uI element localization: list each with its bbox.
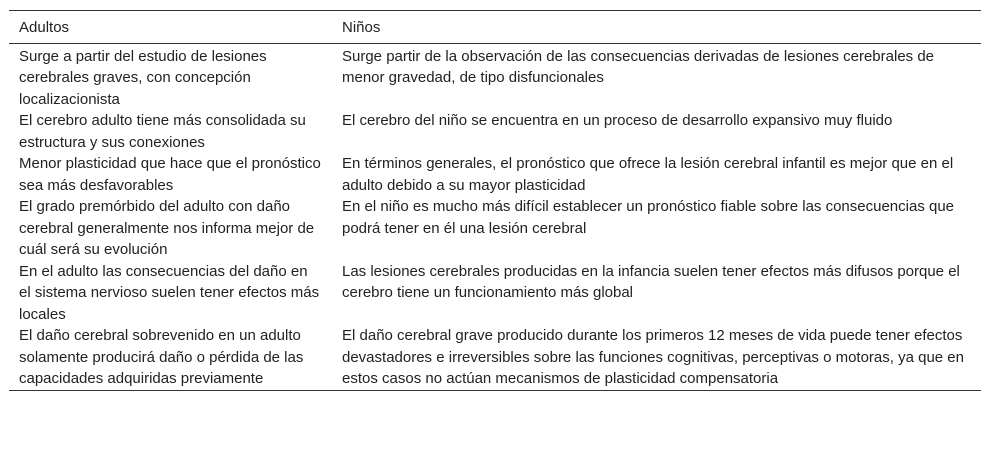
cell-ninos: El cerebro del niño se encuentra en un proceso de desarrollo expansivo muy fluido: [342, 112, 893, 129]
table-row: [9, 110, 981, 153]
table-row: [9, 325, 981, 390]
cell-ninos: Las lesiones cerebrales producidas en la infancia suelen tener efectos más difusos porque el cerebro tiene un funcionamiento más global: [342, 262, 960, 301]
header-adultos: Adultos: [19, 19, 70, 36]
table-row: [9, 43, 981, 110]
cell-adultos: El cerebro adulto tiene más consolidada su estructura y sus conexiones: [19, 112, 306, 151]
table-row: [9, 153, 981, 196]
cell-adultos: El daño cerebral sobrevenido en un adulto solamente producirá daño o pérdida de las capacidades adquiridas previamente: [19, 327, 304, 387]
table-row: [9, 261, 981, 326]
table-header-row: [9, 11, 981, 44]
cell-adultos: En el adulto las consecuencias del daño en el sistema nervioso suelen tener efectos más locales: [19, 262, 320, 323]
cell-adultos: El grado premórbido del adulto con daño cerebral generalmente nos informa mejor de cuál será su evolución: [19, 198, 315, 258]
cell-ninos: El daño cerebral grave producido durante los primeros 12 meses de vida puede tener efectos devastadores e irreversibles sobre las funciones cognitivas, perceptivas o motoras, ya que en estos casos no actúan mecanismos de plasticidad compensatoria: [342, 327, 964, 387]
comparison-table: [9, 10, 981, 391]
cell-ninos: En el niño es mucho más difícil establecer un pronóstico fiable sobre las consecuencias que podrá tener en él una lesión cerebral: [342, 198, 955, 237]
table-row: [9, 196, 981, 261]
cell-adultos: Surge a partir del estudio de lesiones cerebrales graves, con concepción localizacionista: [19, 47, 267, 108]
header-ninos: Niños: [342, 19, 381, 36]
cell-adultos: Menor plasticidad que hace que el pronóstico sea más desfavorables: [19, 155, 321, 194]
cell-ninos: Surge partir de la observación de las consecuencias derivadas de lesiones cerebrales de menor gravedad, de tipo disfuncionales: [342, 47, 935, 86]
cell-ninos: En términos generales, el pronóstico que ofrece la lesión cerebral infantil es mejor que en el adulto debido a su mayor plasticidad: [342, 155, 954, 194]
comparison-table-container: [9, 10, 981, 391]
